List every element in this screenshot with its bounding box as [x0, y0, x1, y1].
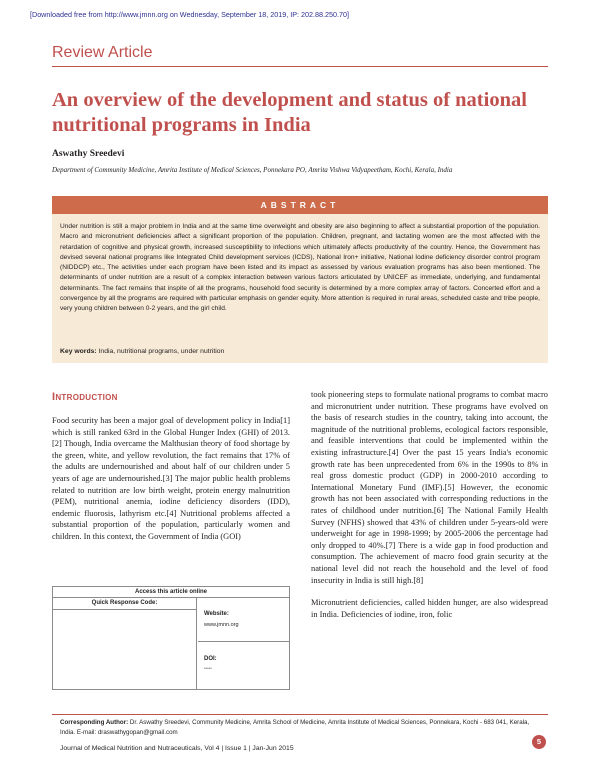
abstract-heading: ABSTRACT: [52, 196, 548, 214]
access-article-box: [52, 586, 290, 690]
qr-rule: [53, 609, 197, 610]
website-link[interactable]: www.jmnn.org: [204, 622, 239, 628]
intro-paragraph-1: Food security has been a major goal of development policy in India[1] which is still ranked 63rd in the Global Hunger Index (GHI) of 2013.[2] Though, India overcame the Malthusian theory of food shortage by the green, white, and yellow revolution, the fact remains that 17% of the adults are undernourished and about half of our children under 5 years of age are undernourished.[3] The major public health problems related to nutrition are low birth weight, protein energy malnutrition (PEM), nutritional anemia, iodine deficiency disorders (IDD), endemic fluorosis, lathyrism etc.[4] Nutritional problems affected a substantial proportion of the population, particularly women and children. In this context, the Government of India (GOI): [52, 416, 290, 541]
access-heading: Access this article online: [53, 587, 289, 598]
keywords: [60, 348, 224, 355]
keywords-label: Key words:: [60, 348, 97, 355]
access-info-cell: [198, 598, 289, 690]
qr-code-label: Quick Response Code:: [91, 600, 158, 606]
doi-label: DOI:: [204, 656, 217, 662]
abstract-box: [52, 196, 548, 363]
qr-code-cell: [53, 598, 197, 690]
author-affiliation: Department of Community Medicine, Amrita Institute of Medical Sciences, Ponnekara PO, Amrita Vishwa Vidyapeetham, Kochi, Kerala, India: [52, 166, 453, 174]
keywords-list: India, nutritional programs, under nutrition: [96, 348, 225, 355]
doi-value: *****: [204, 666, 212, 671]
page-number-badge: 5: [532, 735, 546, 749]
column-left: [52, 415, 290, 543]
intro-paragraph-3: Micronutrient deficiencies, called hidden hunger, are also widespread in India. Deficiencies of iodine, iron, folic: [311, 598, 548, 619]
column-right: [311, 389, 548, 620]
correspondence-rule: [52, 714, 548, 715]
correspondence-label: Corresponding Author:: [60, 719, 129, 726]
article-title: An overview of the development and status of national nutritional programs in India: [52, 89, 527, 136]
website-label: Website:: [204, 611, 229, 617]
introduction-heading: Introduction: [52, 391, 118, 403]
header-rule: [52, 66, 548, 67]
download-banner: [Downloaded free from http://www.jmnn.org on Wednesday, September 18, 2019, IP: 202.88.250.70]: [30, 10, 349, 19]
journal-footer: Journal of Medical Nutrition and Nutraceuticals, Vol 4 | Issue 1 | Jan-Jun 2015: [60, 745, 294, 752]
access-divider: [198, 641, 289, 642]
correspondence-text: Dr. Aswathy Sreedevi, Community Medicine, Amrita School of Medicine, Amrita Institute of Medical Sciences, Ponnekara, Kochi - 683 041, Kerala, India. E-mail: draswathygopan@gmail.com: [60, 719, 530, 736]
intro-paragraph-2: took pioneering steps to formulate national programs to combat macro and micronutrient under nutrition. These programs have evolved on the basis of research studies in the country, taking into account, the magnitude of the nutritional problems, ecological factors responsible, and feasible interventions that could be implemented within the existing infrastructure.[4] Over the past 15 years India's economic growth rate has been unprecedented from 6% in the 1990s to 8% in real gross domestic product (GDP) in 2000-2010 according to International Monetary Fund (IMF).[5] However, the economic growth has not been associated with corresponding reductions in the rates of childhood under nutrition.[6] The National Family Health Survey (NFHS) showed that 43% of children under 5-years-old were underweight for age in 1998-1999; by 2005-2006 the percentage had only dropped to 40%.[7] There is a wide gap in food production and consumption. The achievement of macro food grain security at the national level did not reach the household and the level of food insecurity in India is still high.[8]: [311, 390, 548, 585]
article-type-label: Review Article: [52, 44, 153, 61]
abstract-text: Under nutrition is still a major problem in India and at the same time overweight and obesity are also beginning to affect a substantial proportion of the population. Macro and micronutrient deficiencies affect a significant proportion of the population. Children, pregnant, and lactating women are the most affected with the retardation of cognitive and physical growth, increased susceptibility to infections which ultimately affects productivity of the country. Hence, the Government has devised several national programs like Integrated Child development services (ICDS), National Iron+ initiative, National Iodine deficiency disorder control program (NIDDCP) etc., The activities under each program have been listed and its impact as assessed by various evaluation programs has also been mentioned. The determinants of under nutrition are a result of a complex interaction between various factors articulated by UNICEF as immediate, underlying, and fundamental determinants. The fact remains that inspite of all the programs, household food security is determined by a more complex array of factors. Concerted effort and a convergence by all the programs are required with particular emphasis on gender equity. More attention is required in rural areas, scheduled caste and tribe people, very young children between 0-2 years, and the girl child.: [60, 223, 540, 313]
author-name: Aswathy Sreedevi: [52, 149, 125, 159]
correspondence-block: [60, 718, 540, 738]
